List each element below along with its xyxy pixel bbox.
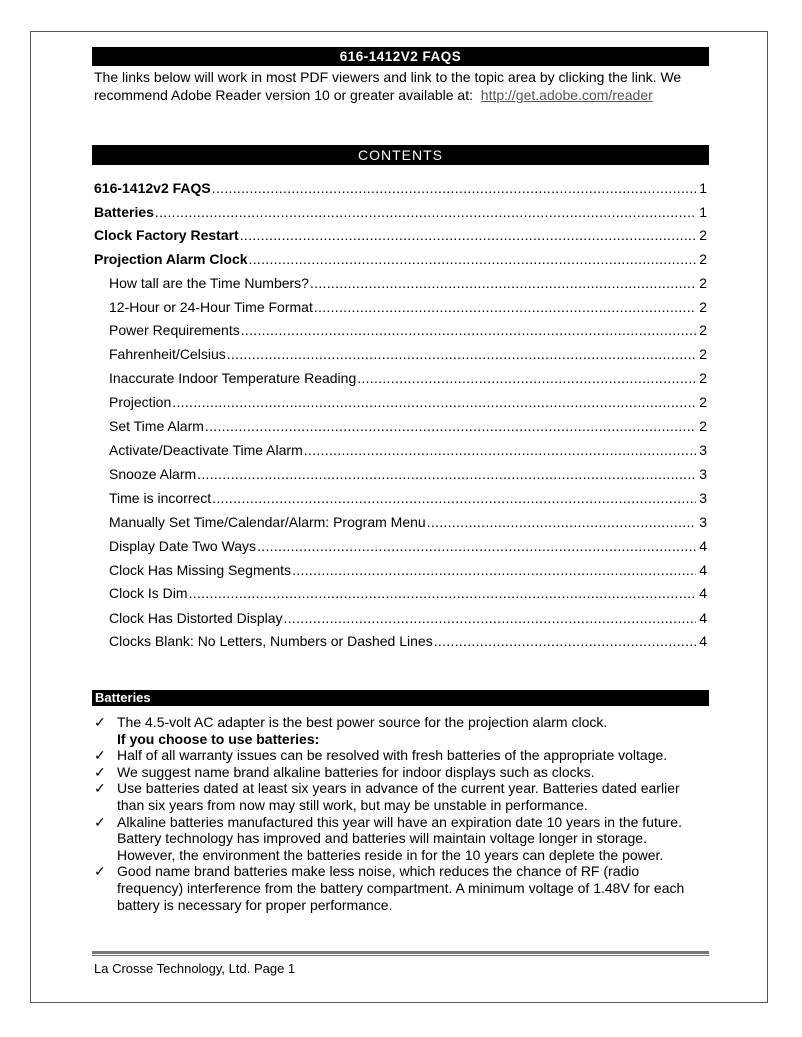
toc-entry-page: 4: [699, 633, 707, 649]
toc-leader-dots: [197, 464, 696, 484]
toc-entry[interactable]: [94, 202, 707, 222]
toc-entry[interactable]: [109, 273, 707, 293]
toc-entry-page: 3: [699, 442, 707, 458]
toc-entry-label: Batteries: [94, 204, 154, 220]
toc-entry[interactable]: [109, 297, 707, 317]
footer-divider-thin: [92, 955, 709, 956]
toc-entry[interactable]: [94, 225, 707, 245]
toc-entry-label: Inaccurate Indoor Temperature Reading: [109, 370, 357, 386]
battery-tip-text: Use batteries dated at least six years in advance of the current year. Batteries dated earlier than six years from now may still work, but may be unstable in performance.: [117, 780, 680, 813]
battery-tip-subheading: If you choose to use batteries:: [117, 730, 320, 747]
footer-divider: [92, 951, 709, 954]
toc-entry[interactable]: [94, 249, 707, 269]
page-title: 616-1412V2 FAQS: [92, 47, 709, 66]
toc-entry[interactable]: [109, 440, 707, 460]
checkmark-icon: ✓: [94, 747, 106, 764]
toc-entry-label: How tall are the Time Numbers?: [109, 275, 309, 291]
checkmark-icon: ✓: [94, 780, 106, 797]
batteries-heading: Batteries: [92, 690, 709, 706]
toc-entry-label: Activate/Deactivate Time Alarm: [109, 442, 303, 458]
battery-tip: [94, 714, 709, 747]
battery-tip: [94, 814, 709, 864]
toc-leader-dots: [357, 368, 696, 388]
contents-heading: CONTENTS: [92, 145, 709, 165]
toc-entry-page: 1: [699, 204, 707, 220]
toc-entry-page: 2: [699, 227, 707, 243]
toc-leader-dots: [284, 608, 697, 628]
toc-entry-label: Power Requirements: [109, 322, 240, 338]
toc-entry-label: Display Date Two Ways: [109, 538, 257, 554]
toc-entry-label: Clock Has Missing Segments: [109, 562, 292, 578]
toc-entry[interactable]: [109, 560, 707, 580]
toc-entry[interactable]: [109, 512, 707, 532]
toc-entry-page: 2: [699, 299, 707, 315]
toc-leader-dots: [227, 344, 696, 364]
toc-entry-page: 3: [699, 490, 707, 506]
toc-entry-page: 4: [699, 610, 707, 626]
toc-leader-dots: [310, 273, 696, 293]
toc-entry-label: Projection Alarm Clock: [94, 251, 248, 267]
toc-leader-dots: [434, 631, 697, 651]
checkmark-icon: ✓: [94, 813, 106, 830]
page-footer: La Crosse Technology, Ltd. Page 1: [94, 961, 296, 976]
toc-entry-page: 4: [699, 562, 707, 578]
toc-entry[interactable]: [109, 320, 707, 340]
toc-leader-dots: [292, 560, 696, 580]
toc-leader-dots: [212, 178, 696, 198]
toc-leader-dots: [205, 416, 696, 436]
toc-entry[interactable]: [109, 368, 707, 388]
toc-entry-label: Set Time Alarm: [109, 418, 204, 434]
toc-leader-dots: [240, 225, 696, 245]
toc-entry[interactable]: [109, 583, 707, 603]
toc-entry[interactable]: [109, 536, 707, 556]
toc-entry-page: 3: [699, 466, 707, 482]
intro-paragraph: [94, 68, 709, 104]
toc-entry-label: 12-Hour or 24-Hour Time Format: [109, 299, 313, 315]
toc-leader-dots: [155, 202, 696, 222]
battery-tip-text: Good name brand batteries make less noise, which reduces the chance of RF (radio frequency) interference from the battery compartment. A minimum voltage of 1.48V for each battery is necessary for proper performance.: [117, 863, 685, 913]
toc-entry[interactable]: [94, 178, 707, 198]
battery-tip-text: The 4.5-volt AC adapter is the best power source for the projection alarm clock.: [117, 714, 608, 730]
toc-entry-page: 2: [699, 346, 707, 362]
toc-leader-dots: [212, 488, 696, 508]
toc-entry-label: 616-1412v2 FAQS: [94, 180, 211, 196]
toc-entry-page: 3: [699, 514, 707, 530]
toc-entry[interactable]: [109, 608, 707, 628]
toc-entry-label: Manually Set Time/Calendar/Alarm: Program Menu: [109, 514, 426, 530]
toc-entry-page: 2: [699, 322, 707, 338]
toc-entry-page: 2: [699, 275, 707, 291]
toc-leader-dots: [257, 536, 696, 556]
toc-entry[interactable]: [109, 488, 707, 508]
toc-entry-label: Fahrenheit/Celsius: [109, 346, 226, 362]
battery-tip: [94, 747, 709, 764]
toc-entry[interactable]: [109, 392, 707, 412]
battery-tip: [94, 780, 709, 813]
toc-entry-page: 4: [699, 538, 707, 554]
toc-leader-dots: [304, 440, 696, 460]
adobe-reader-link[interactable]: http://get.adobe.com/reader: [480, 87, 653, 103]
toc-entry[interactable]: [109, 631, 707, 651]
toc-entry[interactable]: [109, 344, 707, 364]
battery-tip-text: We suggest name brand alkaline batteries for indoor displays such as clocks.: [117, 763, 595, 780]
toc-entry-page: 4: [699, 585, 707, 601]
checkmark-icon: ✓: [94, 863, 106, 880]
toc-entry-label: Snooze Alarm: [109, 466, 197, 482]
checkmark-icon: ✓: [94, 714, 106, 730]
toc-leader-dots: [249, 249, 697, 269]
battery-tip: [94, 764, 709, 781]
toc-entry-page: 2: [699, 251, 707, 267]
toc-leader-dots: [241, 320, 696, 340]
toc-entry[interactable]: [109, 416, 707, 436]
toc-leader-dots: [314, 297, 696, 317]
toc-entry-page: 2: [699, 418, 707, 434]
toc-entry-label: Clocks Blank: No Letters, Numbers or Dashed Lines: [109, 633, 433, 649]
toc-entry-label: Projection: [109, 394, 172, 410]
toc-entry-page: 2: [699, 370, 707, 386]
toc-entry[interactable]: [109, 464, 707, 484]
battery-tip-text: Half of all warranty issues can be resolved with fresh batteries of the appropriate voltage.: [117, 747, 668, 764]
toc-entry-label: Clock Is Dim: [109, 585, 188, 601]
battery-tip: [94, 863, 709, 913]
checkmark-icon: ✓: [94, 763, 106, 780]
toc-leader-dots: [427, 512, 697, 532]
toc-entry-label: Time is incorrect: [109, 490, 212, 506]
intro-text: The links below will work in most PDF viewers and link to the topic area by clicking the link. We recommend Adobe Reader version 10 or greater available at:: [94, 69, 682, 103]
toc-entry-page: 1: [699, 180, 707, 196]
batteries-list: [94, 714, 709, 913]
toc-entry-label: Clock Has Distorted Display: [109, 610, 283, 626]
toc-leader-dots: [172, 392, 696, 412]
toc-entry-label: Clock Factory Restart: [94, 227, 239, 243]
toc-entry-page: 2: [699, 394, 707, 410]
battery-tip-text: Alkaline batteries manufactured this year will have an expiration date 10 years in the future. Battery technology has improved and batteries will maintain voltage longer in storage. However, the environment the batteries reside in for the 10 years can deplete the power.: [117, 813, 682, 863]
toc-leader-dots: [189, 583, 697, 603]
